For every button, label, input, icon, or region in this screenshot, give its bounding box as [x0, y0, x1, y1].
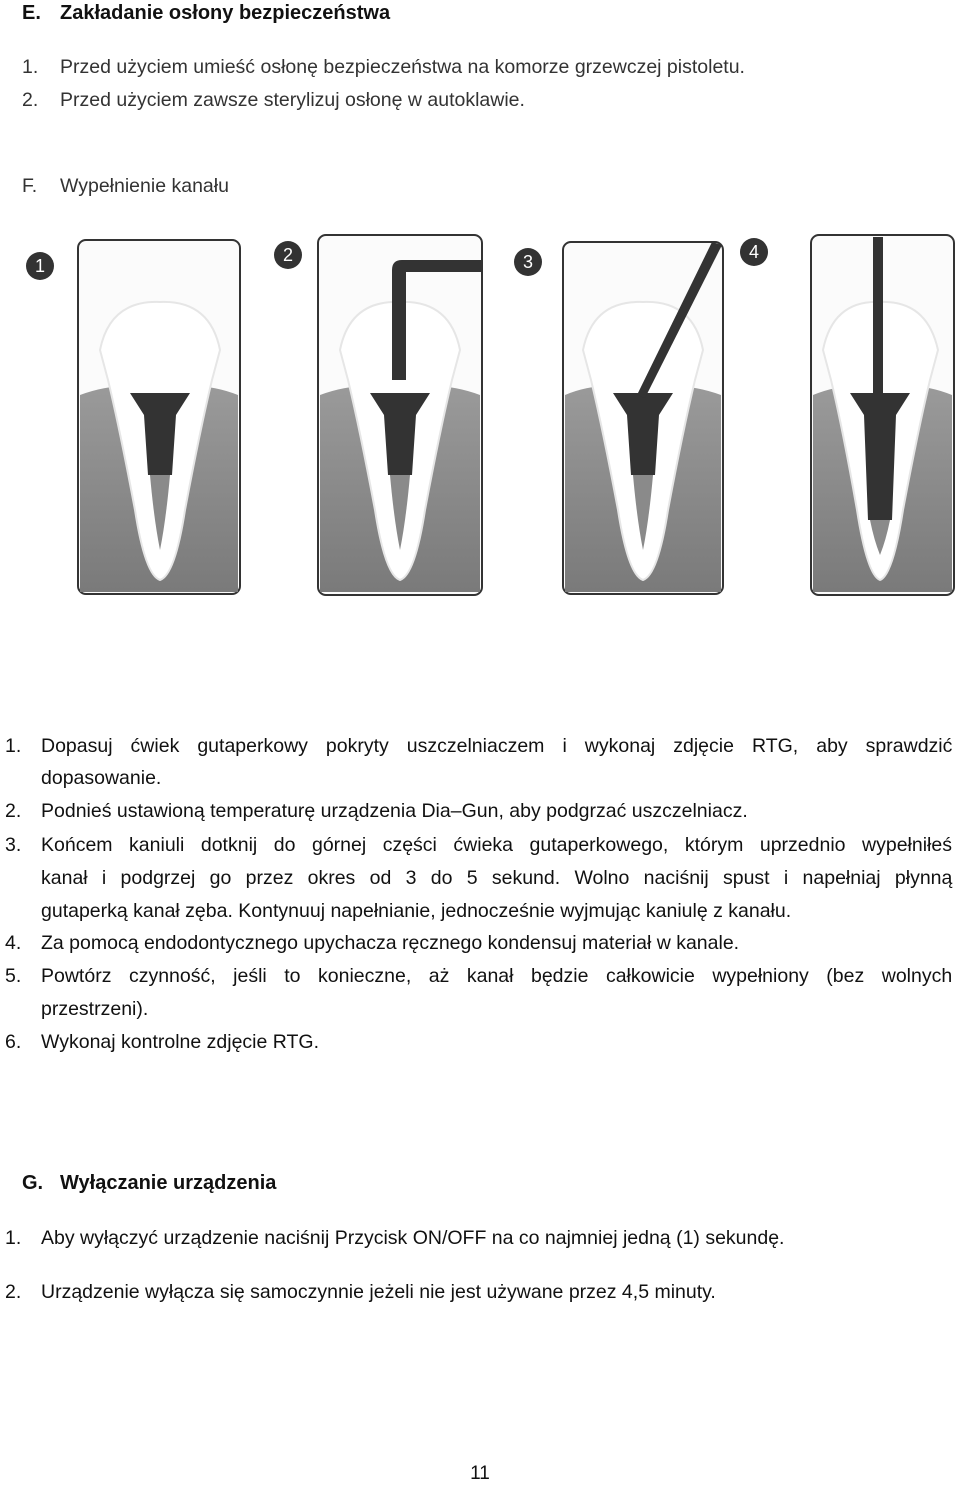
section-f-letter: F. [22, 175, 38, 197]
section-e-item-2-number: 2. [22, 89, 39, 111]
section-f-item-6-line-1: Wykonaj kontrolne zdjęcie RTG. [41, 1031, 319, 1053]
canal-filling-figure [0, 230, 960, 610]
section-f-item-3-line-2: kanał i podgrzej go przez okres od 3 do 5 sekund. Wolno naciśnij spust i napełniaj płynną [41, 867, 953, 889]
section-f-item-2-line-1: Podnieś ustawioną temperaturę urządzenia Dia–Gun, aby podgrzać uszczelniacz. [41, 800, 748, 822]
section-f-item-5-line-1: Powtórz czynność, jeśli to konieczne, aż kanał będzie całkowicie wypełniony (bez wolnych [41, 965, 953, 987]
step-1-number: 1 [34, 256, 46, 276]
section-f-item-6-number: 6. [5, 1031, 22, 1053]
section-f-item-1-line-1: Dopasuj ćwiek gutaperkowy pokryty uszczelniaczem i wykonaj zdjęcie RTG, aby sprawdzić [41, 735, 953, 757]
figure-panel-1 [26, 240, 240, 594]
section-g-title: Wyłączanie urządzenia [60, 1172, 277, 1194]
section-f-item-1-line-2: dopasowanie. [41, 767, 162, 789]
section-f-item-3-line-3: gutaperką kanał zęba. Kontynuuj napełnianie, jednocześnie wyjmując kaniulę z kanału. [41, 900, 792, 922]
section-f-item-4-line-1: Za pomocą endodontycznego upychacza ręcznego kondensuj materiał w kanale. [41, 932, 740, 954]
figure-panel-3 [514, 242, 723, 594]
section-e-letter: E. [22, 2, 41, 24]
section-g-item-1-text: Aby wyłączyć urządzenie naciśnij Przycisk ON/OFF na co najmniej jedną (1) sekundę. [41, 1227, 785, 1249]
section-f-item-2-number: 2. [5, 800, 22, 822]
section-g-item-2-text: Urządzenie wyłącza się samoczynnie jeżeli nie jest używane przez 4,5 minuty. [41, 1281, 716, 1303]
section-g-item-1-number: 1. [5, 1227, 22, 1249]
section-e-title: Zakładanie osłony bezpieczeństwa [60, 2, 391, 24]
figure-panel-2 [274, 235, 482, 595]
plugger-4 [873, 237, 883, 395]
page-number: 11 [470, 1463, 490, 1484]
section-g-letter: G. [22, 1172, 44, 1194]
section-g-item-2-number: 2. [5, 1281, 22, 1303]
section-e-item-1-number: 1. [22, 56, 39, 78]
figure-panel-4 [740, 235, 954, 595]
section-f-item-5-number: 5. [5, 965, 22, 987]
step-4-number: 4 [748, 242, 760, 262]
section-e-item-2-text: Przed użyciem zawsze sterylizuj osłonę w autoklawie. [60, 89, 525, 111]
section-f-title: Wypełnienie kanału [60, 175, 229, 197]
step-3-number: 3 [522, 252, 534, 272]
section-f-item-5-line-2: przestrzeni). [41, 998, 149, 1020]
section-f-item-1-number: 1. [5, 735, 22, 757]
section-f-item-4-number: 4. [5, 932, 22, 954]
step-2-number: 2 [282, 245, 294, 265]
section-f-item-3-number: 3. [5, 834, 22, 856]
section-f-item-3-line-1: Końcem kaniuli dotknij do górnej części ćwieka gutaperkowego, którym uprzednio wypełniłeś [41, 834, 952, 856]
section-e-item-1-text: Przed użyciem umieść osłonę bezpieczeństwa na komorze grzewczej pistoletu. [60, 56, 745, 78]
